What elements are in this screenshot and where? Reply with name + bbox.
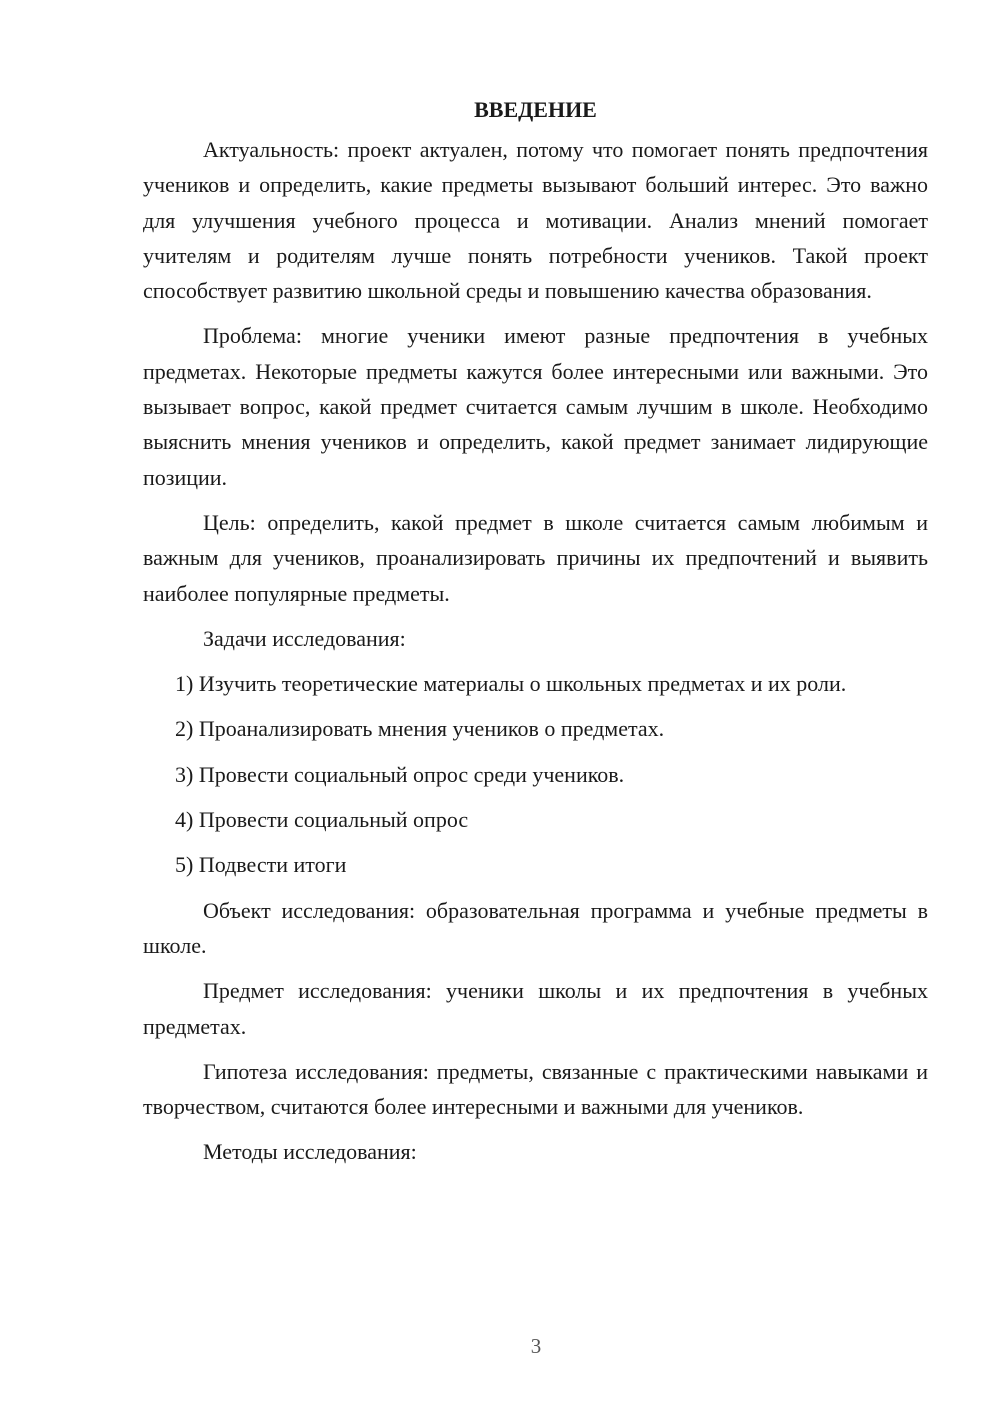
page-number: 3 xyxy=(530,1334,542,1358)
paragraph-hypothesis: Гипотеза исследования: предметы, связанные с практическими навыками и творчеством, считаются более интересными и важными для учеников. xyxy=(143,1058,928,1120)
section-title: ВВЕДЕНИЕ xyxy=(474,97,597,122)
paragraph-subject: Предмет исследования: ученики школы и их предпочтения в учебных предметах. xyxy=(143,978,928,1039)
task-item-3: 3) Провести социальный опрос среди учеников. xyxy=(175,761,625,787)
task-item-2: 2) Проанализировать мнения учеников о предметах. xyxy=(175,716,665,742)
task-item-5: 5) Подвести итоги xyxy=(175,852,347,878)
paragraph-relevance: Актуальность: проект актуален, потому что помогает понять предпочтения учеников и определить, какие предметы вызывают больший интерес. Это важно для улучшения учебного процесса и мотивации. Анализ мнений помогает учителям и родителям лучше понять потребности учеников. Такой проект способствует развитию школьной среды и повышению качества образования. xyxy=(143,137,928,304)
methods-heading: Методы исследования: xyxy=(203,1139,417,1165)
task-item-4: 4) Провести социальный опрос xyxy=(175,807,469,833)
tasks-heading: Задачи исследования: xyxy=(203,625,406,651)
page-content xyxy=(143,92,928,1180)
paragraph-object: Объект исследования: образовательная программа и учебные предметы в школе. xyxy=(143,897,928,958)
paragraph-goal: Цель: определить, какой предмет в школе считается самым любимым и важным для учеников, проанализировать причины их предпочтений и выявить наиболее популярные предметы. xyxy=(143,509,928,606)
paragraph-problem: Проблема: многие ученики имеют разные предпочтения в учебных предметах. Некоторые предметы кажутся более интересными или важными. Это вызывает вопрос, какой предмет считается самым лучшим в школе. Необходимо выяснить мнения учеников и определить, какой предмет занимает лидирующие позиции. xyxy=(143,323,928,490)
task-item-1: 1) Изучить теоретические материалы о школьных предметах и их роли. xyxy=(175,671,847,697)
